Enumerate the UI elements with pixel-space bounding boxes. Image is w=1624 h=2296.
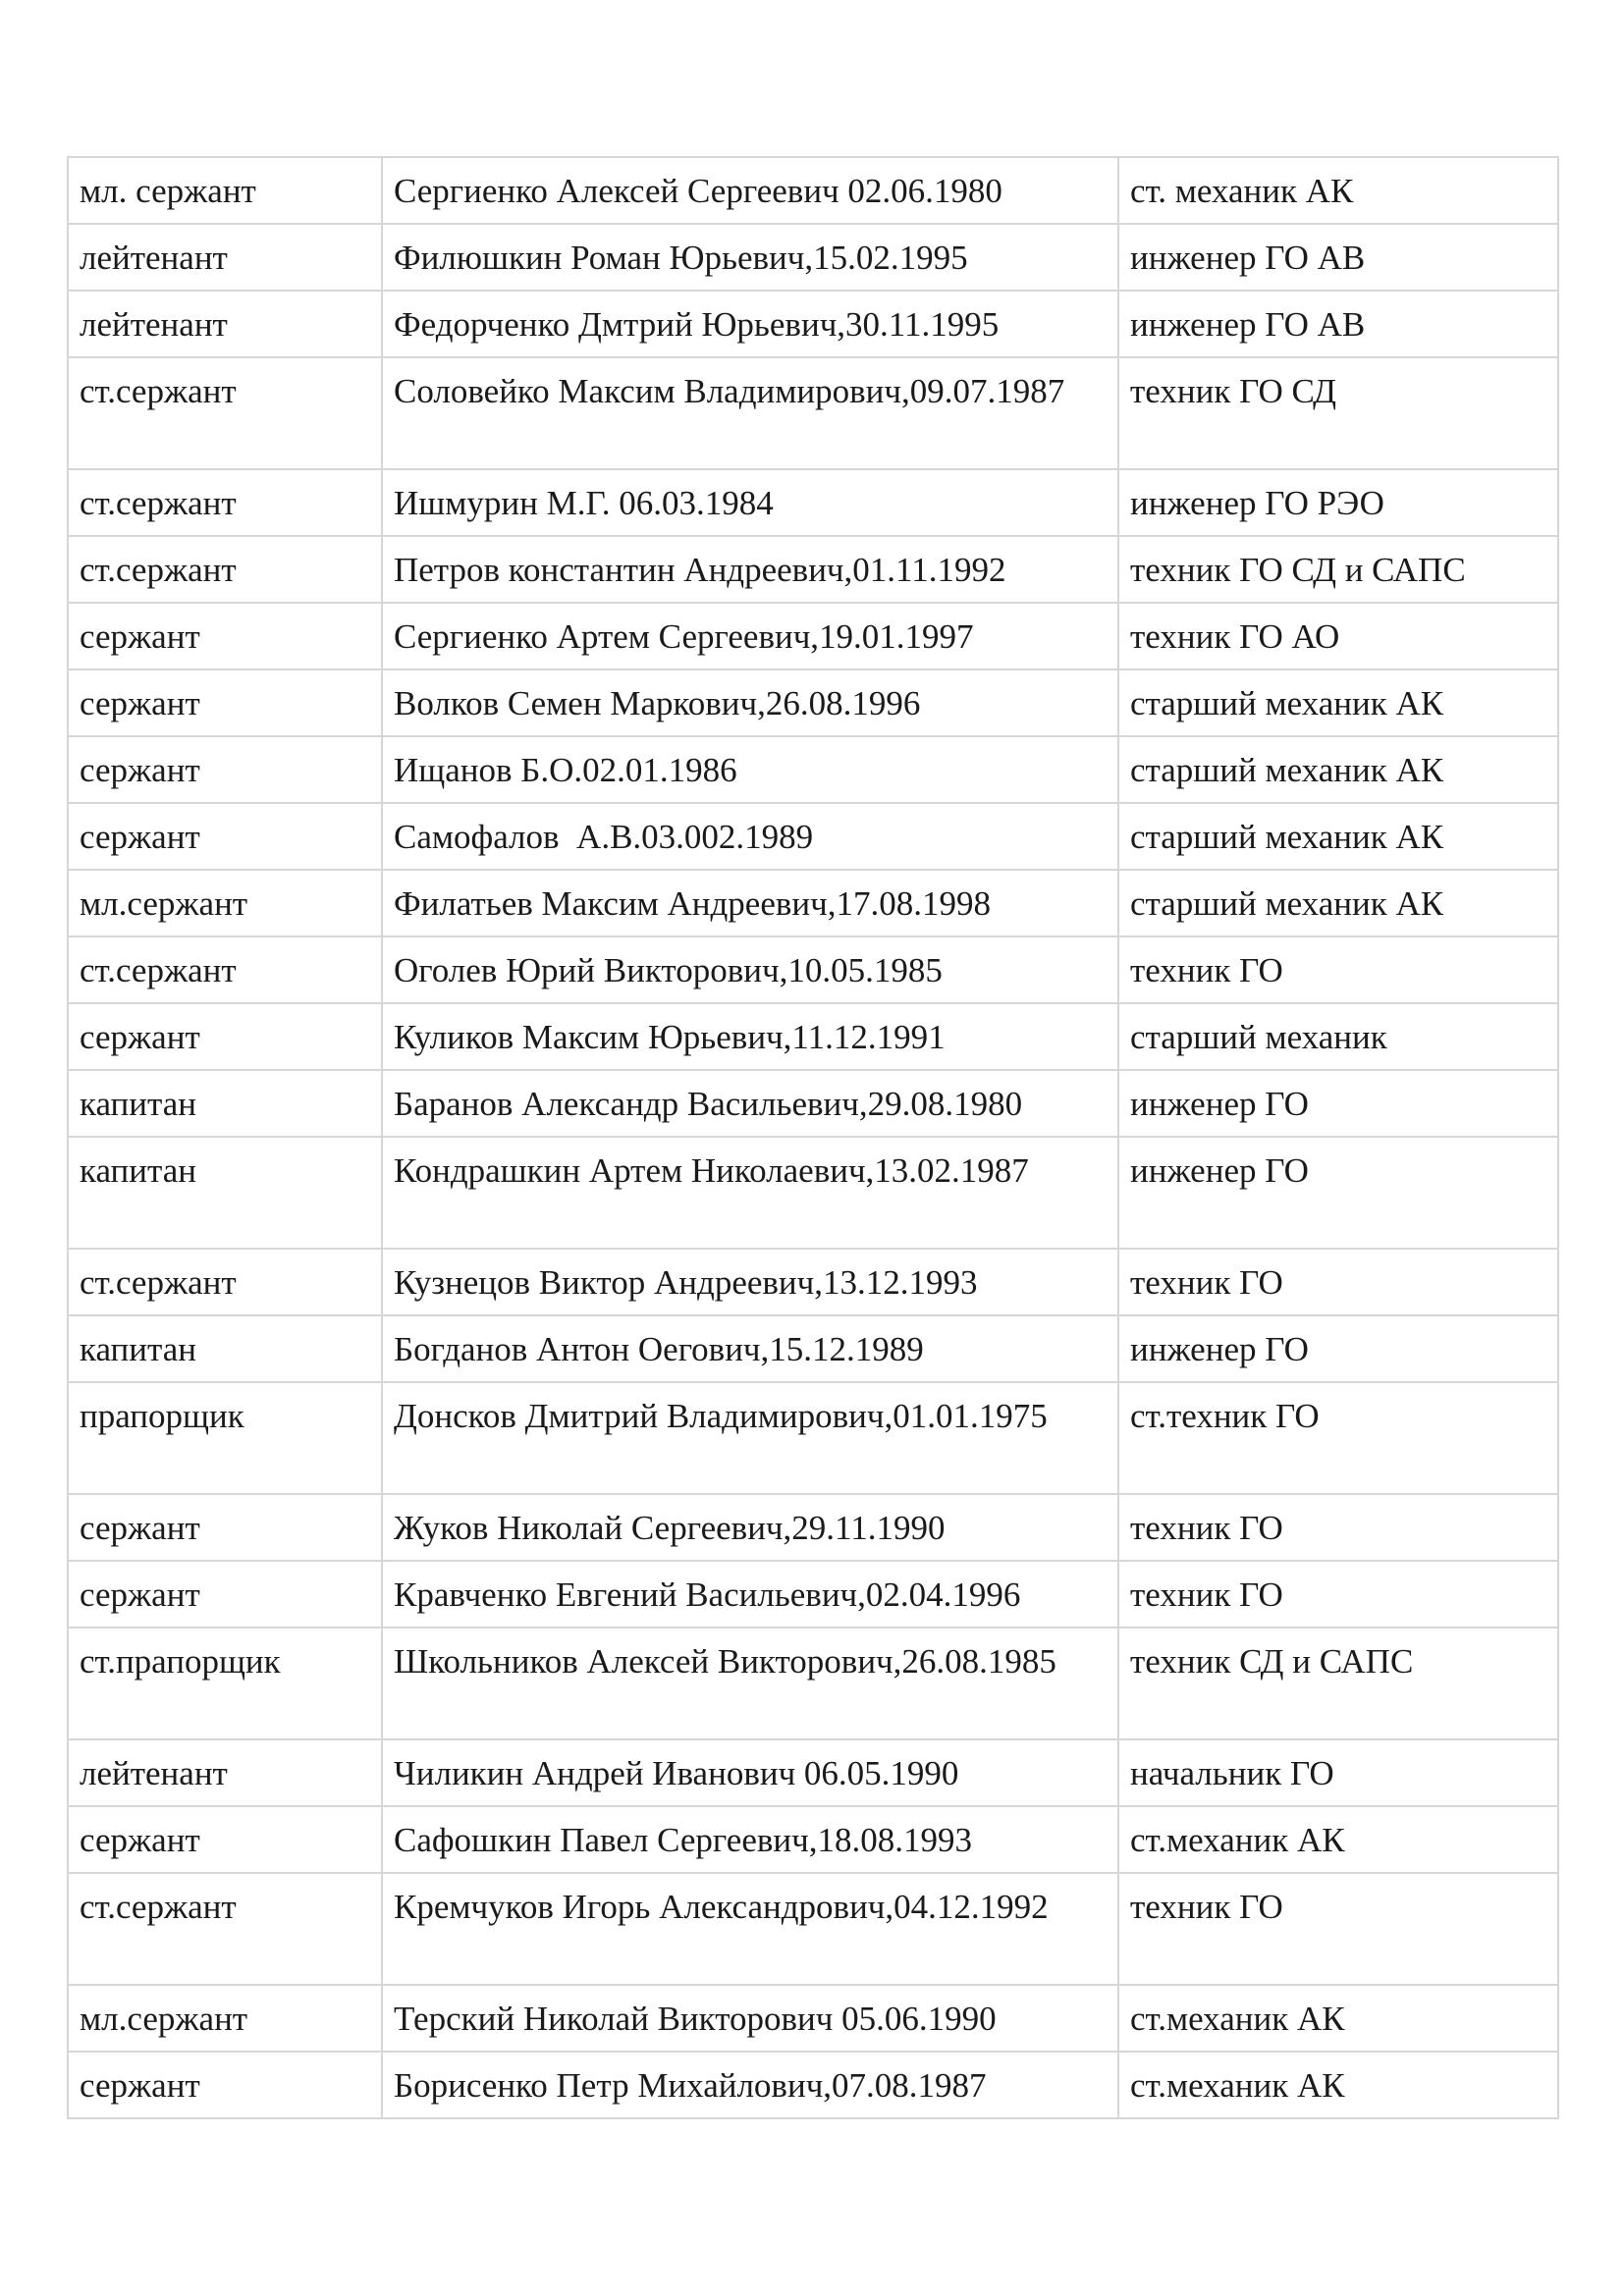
position-cell — [1118, 803, 1558, 870]
name-text: Волков Семен Маркович,26.08.1996 — [394, 684, 921, 722]
name-cell — [382, 936, 1118, 1003]
name-text: Сергиенко Артем Сергеевич,19.01.1997 — [394, 617, 974, 656]
table-row — [68, 936, 1558, 1003]
name-text: Филюшкин Роман Юрьевич,15.02.1995 — [394, 239, 968, 277]
rank-cell — [68, 936, 382, 1003]
rank-cell — [68, 1806, 382, 1873]
position-text: техник ГО — [1130, 1509, 1283, 1547]
rank-text: капитан — [80, 1151, 196, 1190]
name-cell — [382, 357, 1118, 469]
name-text: Баранов Александр Васильевич,29.08.1980 — [394, 1085, 1023, 1123]
rank-text: ст.сержант — [80, 951, 237, 989]
rank-text: ст.сержант — [80, 1888, 237, 1926]
rank-cell — [68, 1985, 382, 2052]
rank-cell — [68, 1315, 382, 1382]
position-cell — [1118, 1137, 1558, 1249]
table-row — [68, 1494, 1558, 1561]
position-text: ст.техник ГО — [1130, 1397, 1320, 1435]
position-text: техник ГО — [1130, 1575, 1283, 1614]
name-text: Петров константин Андреевич,01.11.1992 — [394, 551, 1006, 589]
name-cell — [382, 1137, 1118, 1249]
name-cell — [382, 291, 1118, 357]
position-text: техник ГО АО — [1130, 617, 1340, 656]
table-row — [68, 1985, 1558, 2052]
rank-cell — [68, 1137, 382, 1249]
position-cell — [1118, 1806, 1558, 1873]
table-row — [68, 1628, 1558, 1739]
rank-text: сержант — [80, 818, 200, 856]
name-text: Борисенко Петр Михайлович,07.08.1987 — [394, 2066, 987, 2105]
rank-cell — [68, 1494, 382, 1561]
name-cell — [382, 224, 1118, 291]
table-row — [68, 736, 1558, 803]
position-cell — [1118, 669, 1558, 736]
personnel-table-body — [68, 157, 1558, 2118]
position-text: ст.механик АК — [1130, 2000, 1345, 2038]
rank-text: ст.сержант — [80, 1263, 237, 1302]
position-cell — [1118, 1494, 1558, 1561]
position-text: техник СД и САПС — [1130, 1642, 1414, 1681]
position-cell — [1118, 1873, 1558, 1985]
position-text: начальник ГО — [1130, 1754, 1334, 1792]
position-cell — [1118, 603, 1558, 669]
table-row — [68, 669, 1558, 736]
position-text: старший механик АК — [1130, 684, 1444, 722]
table-row — [68, 1249, 1558, 1315]
position-cell — [1118, 536, 1558, 603]
position-cell — [1118, 1249, 1558, 1315]
rank-cell — [68, 1873, 382, 1985]
rank-cell — [68, 2052, 382, 2118]
name-text: Ищанов Б.О.02.01.1986 — [394, 751, 737, 789]
name-cell — [382, 1315, 1118, 1382]
name-text: Кузнецов Виктор Андреевич,13.12.1993 — [394, 1263, 978, 1302]
table-row — [68, 603, 1558, 669]
name-cell — [382, 1985, 1118, 2052]
rank-cell — [68, 157, 382, 224]
position-cell — [1118, 1561, 1558, 1628]
rank-cell — [68, 1739, 382, 1806]
position-text: старший механик — [1130, 1018, 1387, 1056]
position-cell — [1118, 224, 1558, 291]
name-text: Сафошкин Павел Сергеевич,18.08.1993 — [394, 1821, 972, 1859]
table-row — [68, 157, 1558, 224]
name-text: Филатьев Максим Андреевич,17.08.1998 — [394, 884, 991, 923]
table-row — [68, 1003, 1558, 1070]
position-text: техник ГО — [1130, 951, 1283, 989]
name-cell — [382, 1494, 1118, 1561]
table-row — [68, 1806, 1558, 1873]
rank-text: ст.сержант — [80, 551, 237, 589]
rank-cell — [68, 736, 382, 803]
rank-text: ст.сержант — [80, 372, 237, 410]
rank-cell — [68, 603, 382, 669]
rank-text: сержант — [80, 617, 200, 656]
rank-text: сержант — [80, 1509, 200, 1547]
rank-text: мл.сержант — [80, 2000, 248, 2038]
position-text: старший механик АК — [1130, 751, 1444, 789]
rank-cell — [68, 1003, 382, 1070]
name-cell — [382, 736, 1118, 803]
rank-text: мл. сержант — [80, 172, 256, 210]
rank-text: сержант — [80, 751, 200, 789]
name-cell — [382, 1003, 1118, 1070]
name-cell — [382, 536, 1118, 603]
position-cell — [1118, 736, 1558, 803]
position-cell — [1118, 870, 1558, 936]
position-text: ст.механик АК — [1130, 1821, 1345, 1859]
position-cell — [1118, 1628, 1558, 1739]
position-text: инженер ГО АВ — [1130, 305, 1366, 344]
name-cell — [382, 1739, 1118, 1806]
name-cell — [382, 803, 1118, 870]
table-row — [68, 2052, 1558, 2118]
name-cell — [382, 469, 1118, 536]
table-row — [68, 870, 1558, 936]
rank-cell — [68, 536, 382, 603]
position-text: инженер ГО АВ — [1130, 239, 1366, 277]
personnel-table — [67, 156, 1559, 2119]
name-text: Кондрашкин Артем Николаевич,13.02.1987 — [394, 1151, 1029, 1190]
position-text: инженер ГО РЭО — [1130, 484, 1384, 522]
position-cell — [1118, 936, 1558, 1003]
table-row — [68, 1382, 1558, 1494]
name-cell — [382, 157, 1118, 224]
name-text: Донсков Дмитрий Владимирович,01.01.1975 — [394, 1397, 1048, 1435]
name-text: Куликов Максим Юрьевич,11.12.1991 — [394, 1018, 946, 1056]
rank-cell — [68, 870, 382, 936]
name-cell — [382, 1873, 1118, 1985]
rank-cell — [68, 1561, 382, 1628]
table-row — [68, 1873, 1558, 1985]
rank-text: мл.сержант — [80, 884, 248, 923]
table-row — [68, 1739, 1558, 1806]
position-cell — [1118, 291, 1558, 357]
table-row — [68, 803, 1558, 870]
name-text: Соловейко Максим Владимирович,09.07.1987 — [394, 372, 1065, 410]
rank-cell — [68, 1628, 382, 1739]
name-text: Кравченко Евгений Васильевич,02.04.1996 — [394, 1575, 1021, 1614]
rank-text: лейтенант — [80, 239, 228, 277]
rank-cell — [68, 803, 382, 870]
rank-cell — [68, 224, 382, 291]
position-cell — [1118, 1382, 1558, 1494]
table-row — [68, 357, 1558, 469]
position-text: инженер ГО — [1130, 1330, 1309, 1368]
position-cell — [1118, 1003, 1558, 1070]
name-text: Федорченко Дмтрий Юрьевич,30.11.1995 — [394, 305, 1000, 344]
rank-text: ст.прапорщик — [80, 1642, 281, 1681]
rank-text: сержант — [80, 684, 200, 722]
name-cell — [382, 1249, 1118, 1315]
rank-cell — [68, 669, 382, 736]
position-cell — [1118, 1315, 1558, 1382]
position-text: техник ГО СД и САПС — [1130, 551, 1466, 589]
rank-text: лейтенант — [80, 305, 228, 344]
position-cell — [1118, 1739, 1558, 1806]
name-cell — [382, 1628, 1118, 1739]
rank-text: капитан — [80, 1330, 196, 1368]
table-row — [68, 1315, 1558, 1382]
table-row — [68, 224, 1558, 291]
position-text: инженер ГО — [1130, 1151, 1309, 1190]
name-cell — [382, 1561, 1118, 1628]
table-row — [68, 1070, 1558, 1137]
name-text: Кремчуков Игорь Александрович,04.12.1992 — [394, 1888, 1049, 1926]
table-row — [68, 291, 1558, 357]
position-text: ст. механик АК — [1130, 172, 1354, 210]
name-text: Богданов Антон Оегович,15.12.1989 — [394, 1330, 924, 1368]
rank-cell — [68, 469, 382, 536]
rank-cell — [68, 1382, 382, 1494]
rank-text: лейтенант — [80, 1754, 228, 1792]
name-text: Самофалов А.В.03.002.1989 — [394, 818, 814, 856]
name-cell — [382, 669, 1118, 736]
name-cell — [382, 2052, 1118, 2118]
position-cell — [1118, 1985, 1558, 2052]
position-text: старший механик АК — [1130, 884, 1444, 923]
position-text: техник ГО — [1130, 1888, 1283, 1926]
rank-text: сержант — [80, 2066, 200, 2105]
name-text: Оголев Юрий Викторович,10.05.1985 — [394, 951, 943, 989]
name-text: Сергиенко Алексей Сергеевич 02.06.1980 — [394, 172, 1002, 210]
rank-text: ст.сержант — [80, 484, 237, 522]
name-text: Терский Николай Викторович 05.06.1990 — [394, 2000, 997, 2038]
table-row — [68, 469, 1558, 536]
position-cell — [1118, 157, 1558, 224]
position-cell — [1118, 1070, 1558, 1137]
name-cell — [382, 1382, 1118, 1494]
name-cell — [382, 1070, 1118, 1137]
position-text: техник ГО СД — [1130, 372, 1336, 410]
rank-cell — [68, 291, 382, 357]
rank-text: сержант — [80, 1018, 200, 1056]
rank-text: капитан — [80, 1085, 196, 1123]
rank-cell — [68, 1070, 382, 1137]
name-text: Ишмурин М.Г. 06.03.1984 — [394, 484, 774, 522]
name-text: Школьников Алексей Викторович,26.08.1985 — [394, 1642, 1056, 1681]
rank-cell — [68, 357, 382, 469]
position-text: ст.механик АК — [1130, 2066, 1345, 2105]
position-text: инженер ГО — [1130, 1085, 1309, 1123]
table-row — [68, 1561, 1558, 1628]
name-cell — [382, 603, 1118, 669]
rank-cell — [68, 1249, 382, 1315]
name-cell — [382, 1806, 1118, 1873]
position-cell — [1118, 357, 1558, 469]
rank-text: сержант — [80, 1575, 200, 1614]
table-row — [68, 1137, 1558, 1249]
name-text: Жуков Николай Сергеевич,29.11.1990 — [394, 1509, 946, 1547]
position-cell — [1118, 2052, 1558, 2118]
rank-text: сержант — [80, 1821, 200, 1859]
position-cell — [1118, 469, 1558, 536]
table-row — [68, 536, 1558, 603]
position-text: техник ГО — [1130, 1263, 1283, 1302]
position-text: старший механик АК — [1130, 818, 1444, 856]
name-text: Чиликин Андрей Иванович 06.05.1990 — [394, 1754, 959, 1792]
rank-text: прапорщик — [80, 1397, 244, 1435]
name-cell — [382, 870, 1118, 936]
